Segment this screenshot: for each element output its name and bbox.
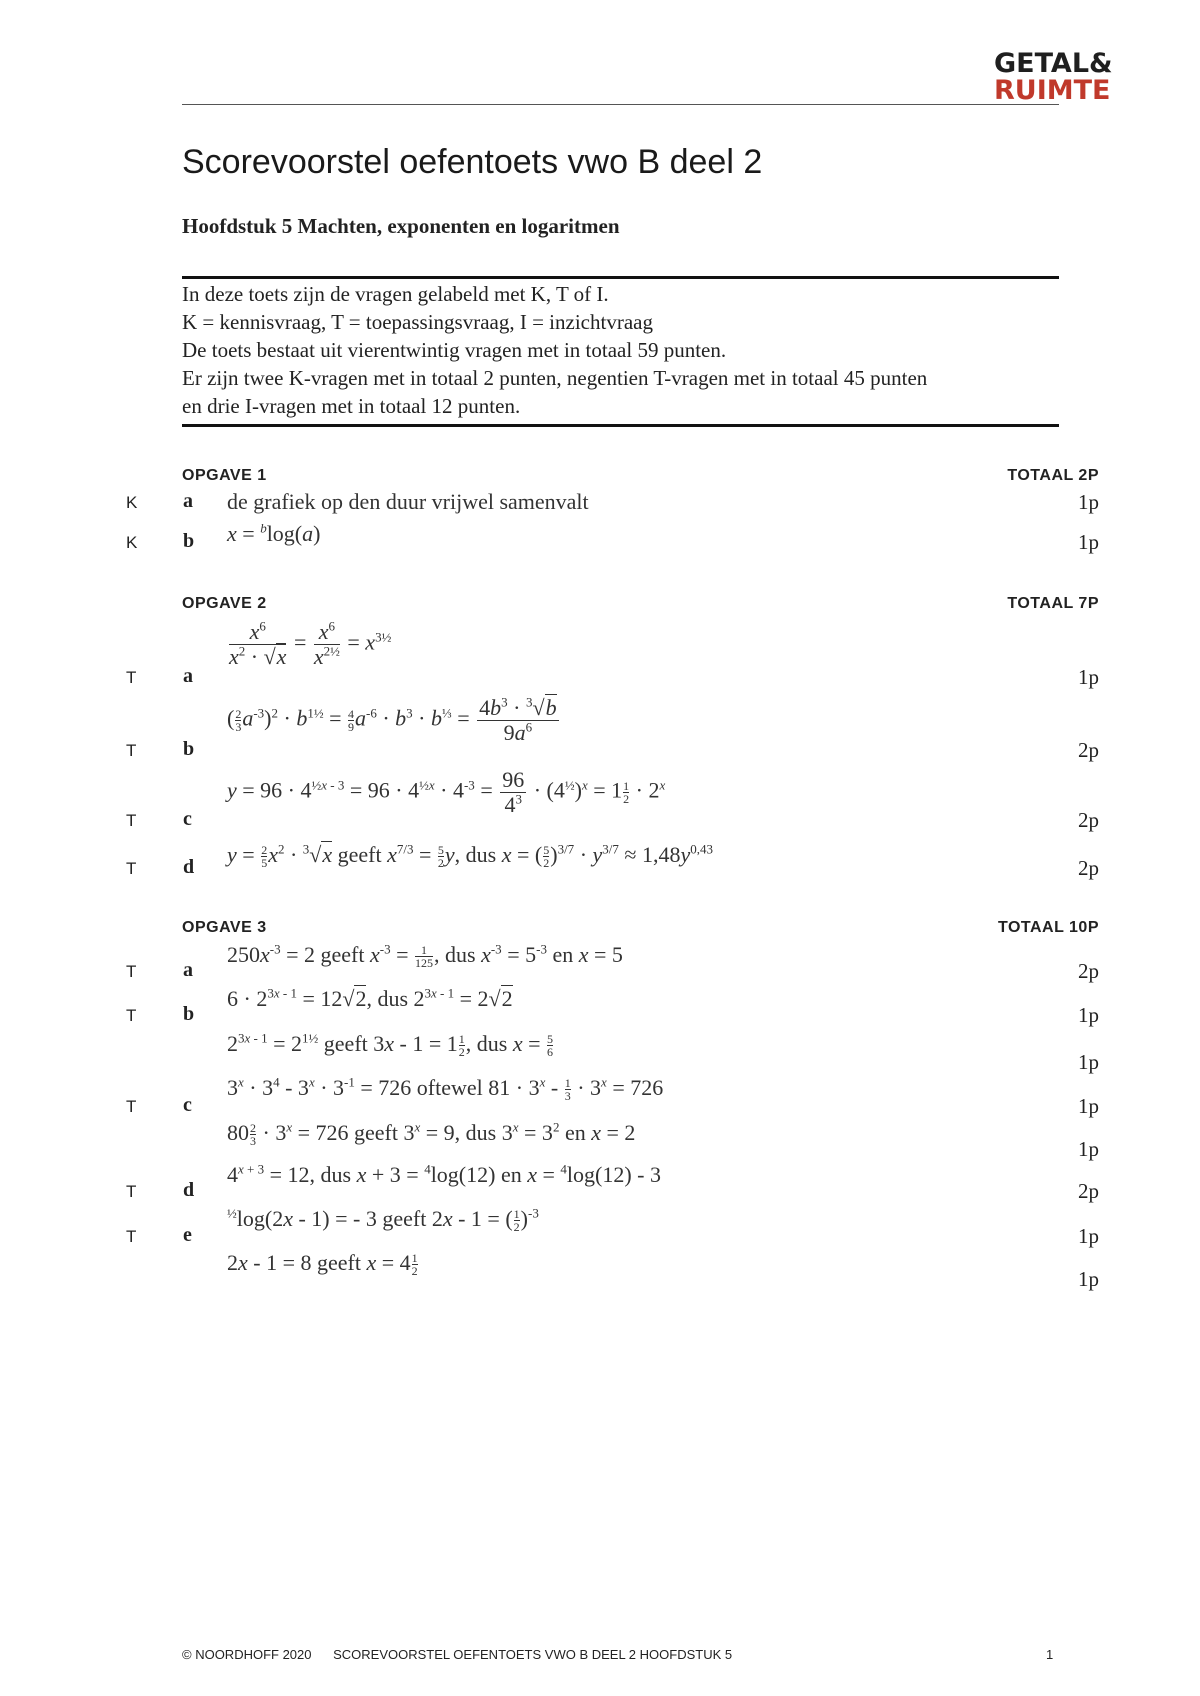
answer-2d: y = $\frac{2}{5}$ $x^2 \cdot ^3√x$ geeft $x^{7/3}$ = $\frac{5}{2}$ y, dus x = ( $\frac{5}{2}$ )$^{3/7} \cdot y^{3/7} \approx 1,48y^{0,43}$ bbox=[227, 841, 713, 871]
question-type: K bbox=[126, 493, 138, 512]
opgave3-total: TOTAAL 10P bbox=[997, 919, 1099, 936]
points: 1p bbox=[1078, 1137, 1099, 1161]
footer-document-title: SCOREVOORSTEL OEFENTOETS VWO B DEEL 2 HOOFDSTUK 5 bbox=[333, 1647, 733, 1662]
opgave3-title: OPGAVE 3 bbox=[182, 919, 267, 936]
opgave2-title: OPGAVE 2 bbox=[182, 595, 267, 612]
question-type: T bbox=[126, 741, 137, 760]
logo-line-2: RUIMTE bbox=[994, 75, 1111, 106]
points: 1p bbox=[1078, 490, 1099, 514]
points: 1p bbox=[1078, 1003, 1099, 1027]
page-title: Scorevoorstel oefentoets vwo B deel 2 bbox=[182, 143, 763, 181]
question-letter: d bbox=[183, 1179, 195, 1201]
points: 2p bbox=[1078, 959, 1099, 983]
points: 1p bbox=[1078, 1267, 1099, 1291]
question-type: T bbox=[126, 1227, 137, 1246]
answer-3e-line1: $^{\frac{1}{2}}$log(2x - 1) = - 3 geeft 2x - 1 = ( $\frac{1}{2}$ )$^{-3}$ bbox=[227, 1205, 539, 1235]
page-number: 1 bbox=[1046, 1647, 1054, 1662]
opgave1-total: TOTAAL 2P bbox=[1007, 467, 1099, 484]
intro-line: Er zijn twee K-vragen met in totaal 2 punten, negentien T-vragen met in totaal 45 punten bbox=[182, 366, 928, 390]
question-letter: c bbox=[183, 808, 192, 830]
question-letter: a bbox=[183, 490, 193, 512]
getal-ruimte-logo bbox=[994, 50, 1113, 104]
intro-top-rule bbox=[182, 276, 1059, 279]
question-type: T bbox=[126, 859, 137, 878]
question-letter: b bbox=[183, 530, 195, 552]
answer-3e-line2: 2x - 1 = 8 geeft x = 4 $\frac{1}{2}$ bbox=[227, 1250, 418, 1279]
opgave2-total: TOTAAL 7P bbox=[1007, 595, 1099, 612]
footer-copyright: © NOORDHOFF 2020 bbox=[182, 1647, 312, 1662]
question-type: T bbox=[126, 811, 137, 830]
points: 1p bbox=[1078, 1094, 1099, 1118]
points: 1p bbox=[1078, 1224, 1099, 1248]
points: 2p bbox=[1078, 738, 1099, 762]
question-type: K bbox=[126, 533, 138, 552]
question-letter: a bbox=[183, 665, 193, 687]
intro-bottom-rule bbox=[182, 424, 1059, 427]
intro-line: De toets bestaat uit vierentwintig vragen met in totaal 59 punten. bbox=[182, 338, 727, 362]
intro-line: K = kennisvraag, T = toepassingsvraag, I = inzichtvraag bbox=[182, 310, 653, 334]
points: 2p bbox=[1078, 1179, 1099, 1203]
question-letter: c bbox=[183, 1094, 192, 1116]
answer-3b-line2: $2^{3x - 1} = 2^{1\frac{1}{2}}$ geeft 3x - 1 = 1 $\frac{1}{2}$ , dus x = $\frac{5}{6}$ bbox=[227, 1030, 554, 1060]
chapter-subtitle: Hoofdstuk 5 Machten, exponenten en logaritmen bbox=[182, 214, 620, 238]
question-letter: b bbox=[183, 738, 195, 760]
points: 2p bbox=[1078, 856, 1099, 880]
question-type: T bbox=[126, 668, 137, 687]
answer-3c-line2: 80 $\frac{2}{3}$ · $3^x = 726$ geeft $3^x = 9$, dus $3^x = 3^2$ en x = 2 bbox=[227, 1119, 636, 1149]
points: 1p bbox=[1078, 1050, 1099, 1074]
question-letter: d bbox=[183, 856, 195, 878]
answer-3b-line1: $6 \cdot 2^{3x - 1} = 12√2$, dus $2^{3x - 1} = 2√2$ bbox=[227, 985, 513, 1011]
question-letter: e bbox=[183, 1224, 192, 1246]
page-footer bbox=[182, 1647, 750, 1662]
intro-line: In deze toets zijn de vragen gelabeld met K, T of I. bbox=[182, 282, 609, 306]
answer-2a: $\frac{x^6}{x^2 \cdot √x}$ = $\frac{x^6}{x^{2\frac{1}{2}}}$ = $x^{3\frac{1}{2}}$ bbox=[229, 618, 392, 670]
answer-1a: de grafiek op den duur vrijwel samenvalt bbox=[227, 489, 589, 514]
logo-line-1: GETAL& bbox=[994, 48, 1113, 79]
question-type: T bbox=[126, 1006, 137, 1025]
question-letter: b bbox=[183, 1003, 195, 1025]
answer-3a: $250x^{-3} = 2$ geeft $x^{-3}$ = $\frac{1}{125}$ , dus $x^{-3} = 5^{-3}$ en x = 5 bbox=[227, 941, 623, 971]
question-type: T bbox=[126, 962, 137, 981]
intro-line: en drie I-vragen met in totaal 12 punten. bbox=[182, 394, 521, 418]
answer-2b: ( $\frac{2}{3}$ $a^{-3})^2 \cdot b^{1\frac{1}{2}}$ = $\frac{4}{9}$ $a^{-6} \cdot b^3 \cdot b^{\frac{1}{3}}$ = $\frac{4b^3 \cdot ^3√b}{9a^6}$ bbox=[227, 694, 557, 746]
question-type: T bbox=[126, 1182, 137, 1201]
answer-2c: $y = 96 \cdot 4^{\frac{1}{2}x - 3} = 96 \cdot 4^{\frac{1}{2}x} \cdot 4^{-3}$ = $\frac{96}{4^3}$ · $(4^{\frac{1}{2}})^x = 1$ $\frac{1}{2}$ · $2^x$ bbox=[227, 767, 666, 818]
question-letter: a bbox=[183, 959, 193, 981]
question-type: T bbox=[126, 1097, 137, 1116]
intro-text bbox=[182, 280, 1062, 420]
answer-3c-line1: $3^x \cdot 3^4 - 3^x \cdot 3^{-1} = 726$ oftewel $81 \cdot 3^x$ - $\frac{1}{3}$ · $3^x = 726$ bbox=[227, 1074, 664, 1104]
points: 1p bbox=[1078, 665, 1099, 689]
opgave1-title: OPGAVE 1 bbox=[182, 467, 267, 484]
points: 1p bbox=[1078, 530, 1099, 554]
header-rule bbox=[182, 104, 1059, 105]
answer-1b: x = $^b$log(a) bbox=[227, 520, 321, 546]
answer-3d: $4^{x + 3} = 12$, dus x + 3 = $^4$log(12) en x = $^4$log(12) - 3 bbox=[227, 1161, 661, 1187]
points: 2p bbox=[1078, 808, 1099, 832]
